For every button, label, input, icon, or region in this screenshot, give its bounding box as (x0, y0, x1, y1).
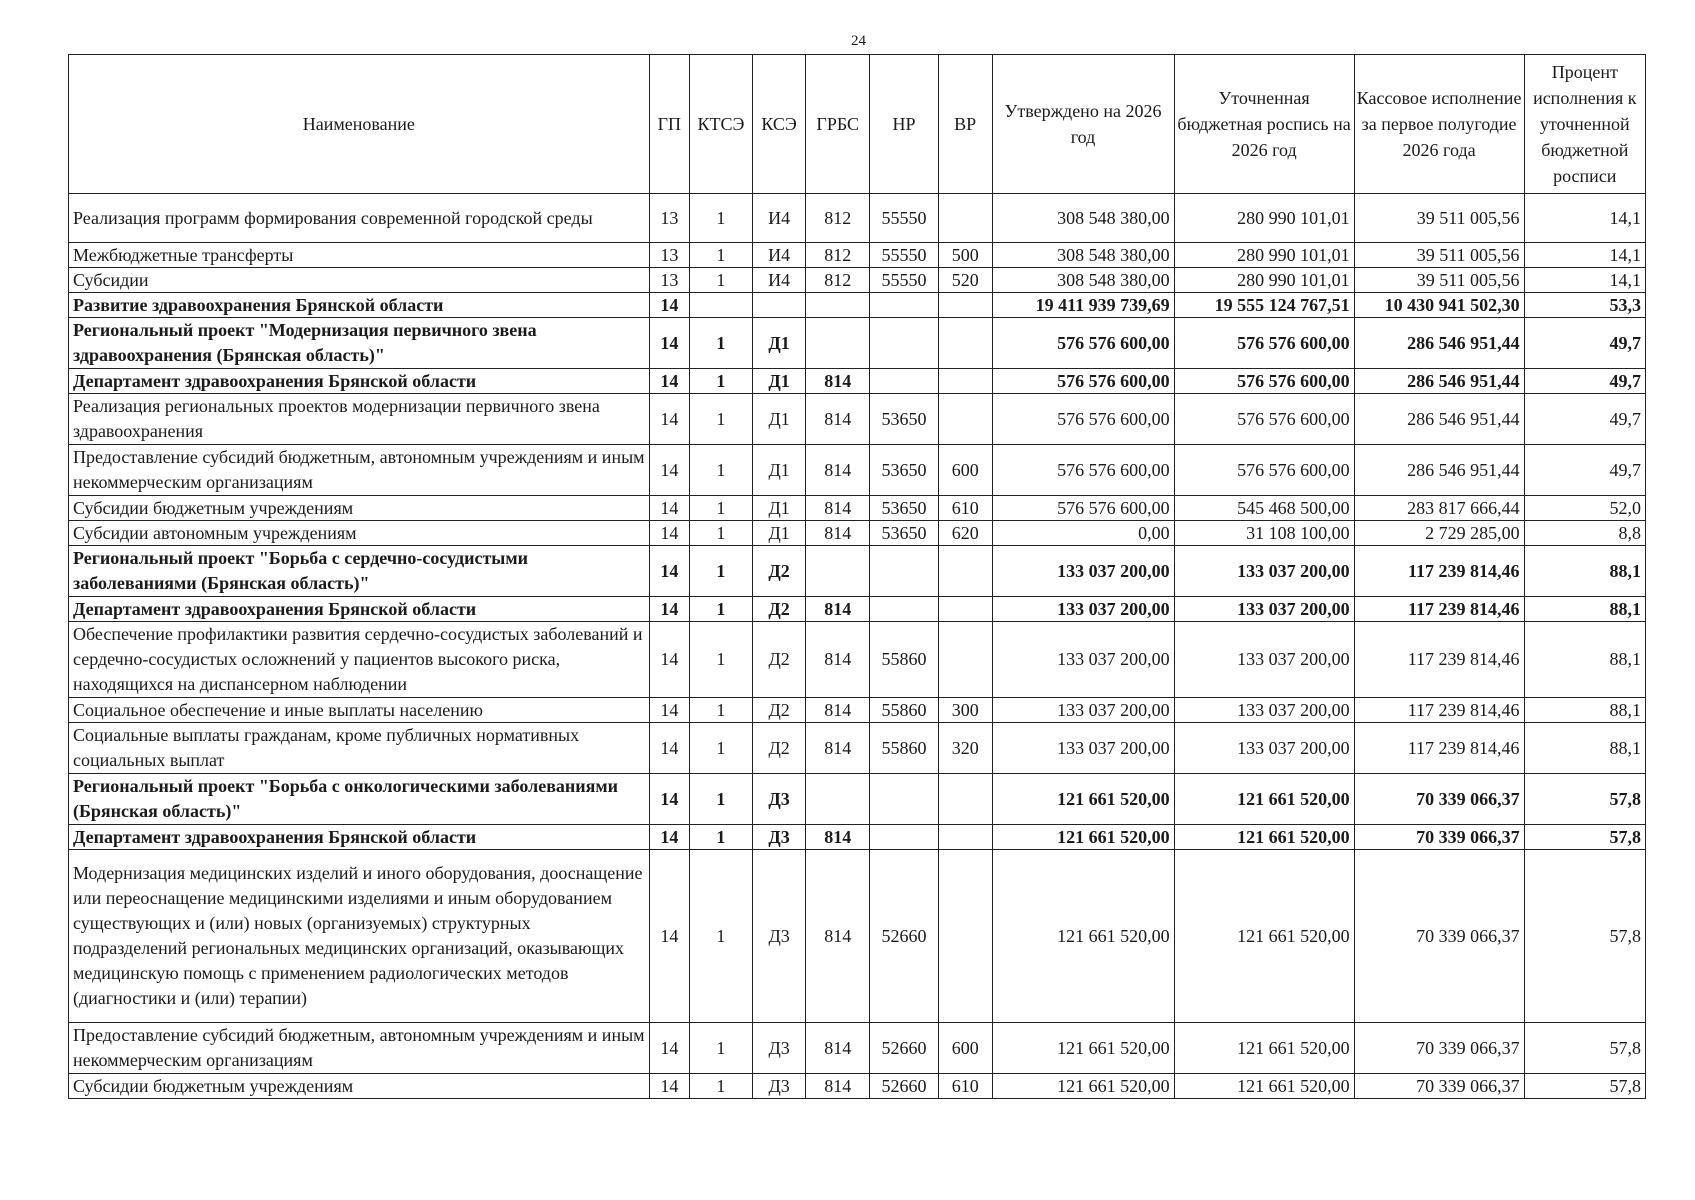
cell-percent: 14,1 (1524, 243, 1645, 268)
cell-vr (938, 318, 992, 369)
cell-name: Межбюджетные трансферты (69, 243, 650, 268)
cell-kse: Д2 (752, 546, 806, 597)
table-row (69, 369, 1646, 394)
cell-name: Модернизация медицинских изделий и иного оборудования, дооснащение или переоснащение медицинскими изделиями и иным оборудованием существующих и (или) новых (организуемых) структурных подразделений региональных медицинских организаций, оказывающих медицинскую помощь с применением радиологических методов (диагностики и (или) терапии) (69, 850, 650, 1023)
cell-approved: 133 037 200,00 (992, 698, 1174, 723)
cell-cash: 70 339 066,37 (1354, 1074, 1524, 1099)
cell-ktse: 1 (690, 597, 753, 622)
cell-nr: 53650 (870, 394, 939, 445)
table-row (69, 243, 1646, 268)
cell-grbs: 812 (806, 243, 870, 268)
cell-gp: 14 (649, 521, 689, 546)
cell-vr: 600 (938, 445, 992, 496)
header-approved: Утверждено на 2026 год (992, 55, 1174, 194)
cell-cash: 39 511 005,56 (1354, 194, 1524, 243)
cell-name: Субсидии бюджетным учреждениям (69, 496, 650, 521)
cell-percent: 57,8 (1524, 850, 1645, 1023)
cell-approved: 133 037 200,00 (992, 622, 1174, 698)
cell-percent: 49,7 (1524, 369, 1645, 394)
cell-name: Региональный проект "Борьба с онкологическими заболеваниями (Брянская область)" (69, 774, 650, 825)
cell-ktse: 1 (690, 243, 753, 268)
table-row (69, 521, 1646, 546)
cell-vr: 520 (938, 268, 992, 293)
header-vr: ВР (938, 55, 992, 194)
cell-kse: Д1 (752, 496, 806, 521)
cell-cash: 70 339 066,37 (1354, 774, 1524, 825)
cell-approved: 121 661 520,00 (992, 850, 1174, 1023)
table-row (69, 850, 1646, 1023)
cell-vr (938, 394, 992, 445)
cell-percent: 88,1 (1524, 723, 1645, 774)
cell-ktse: 1 (690, 369, 753, 394)
cell-refined: 133 037 200,00 (1174, 546, 1354, 597)
cell-percent: 88,1 (1524, 622, 1645, 698)
header-nr: НР (870, 55, 939, 194)
cell-approved: 576 576 600,00 (992, 496, 1174, 521)
cell-grbs: 814 (806, 825, 870, 850)
cell-percent: 57,8 (1524, 1023, 1645, 1074)
cell-nr: 55550 (870, 268, 939, 293)
cell-cash: 286 546 951,44 (1354, 369, 1524, 394)
cell-vr: 300 (938, 698, 992, 723)
cell-cash: 2 729 285,00 (1354, 521, 1524, 546)
cell-kse: Д3 (752, 825, 806, 850)
cell-approved: 576 576 600,00 (992, 369, 1174, 394)
cell-percent: 49,7 (1524, 394, 1645, 445)
cell-refined: 133 037 200,00 (1174, 698, 1354, 723)
cell-grbs: 814 (806, 521, 870, 546)
cell-gp: 14 (649, 445, 689, 496)
cell-name: Социальные выплаты гражданам, кроме публичных нормативных социальных выплат (69, 723, 650, 774)
cell-gp: 14 (649, 546, 689, 597)
cell-grbs: 814 (806, 723, 870, 774)
cell-approved: 308 548 380,00 (992, 268, 1174, 293)
cell-nr: 55550 (870, 194, 939, 243)
cell-nr: 55860 (870, 723, 939, 774)
cell-nr: 52660 (870, 1023, 939, 1074)
cell-cash: 117 239 814,46 (1354, 698, 1524, 723)
table-row (69, 268, 1646, 293)
cell-refined: 545 468 500,00 (1174, 496, 1354, 521)
cell-kse: И4 (752, 243, 806, 268)
cell-cash: 70 339 066,37 (1354, 850, 1524, 1023)
cell-approved: 0,00 (992, 521, 1174, 546)
header-kse: КСЭ (752, 55, 806, 194)
cell-refined: 133 037 200,00 (1174, 597, 1354, 622)
cell-name: Реализация программ формирования современной городской среды (69, 194, 650, 243)
cell-refined: 31 108 100,00 (1174, 521, 1354, 546)
cell-kse: Д3 (752, 774, 806, 825)
cell-ktse (690, 293, 753, 318)
cell-cash: 286 546 951,44 (1354, 445, 1524, 496)
cell-refined: 121 661 520,00 (1174, 1023, 1354, 1074)
cell-kse: Д2 (752, 698, 806, 723)
cell-percent: 57,8 (1524, 774, 1645, 825)
cell-refined: 280 990 101,01 (1174, 268, 1354, 293)
cell-grbs (806, 293, 870, 318)
header-gp: ГП (649, 55, 689, 194)
cell-gp: 14 (649, 825, 689, 850)
cell-grbs: 814 (806, 369, 870, 394)
cell-name: Реализация региональных проектов модернизации первичного звена здравоохранения (69, 394, 650, 445)
cell-refined: 576 576 600,00 (1174, 369, 1354, 394)
header-percent: Процент исполнения к уточненной бюджетной росписи (1524, 55, 1645, 194)
cell-cash: 283 817 666,44 (1354, 496, 1524, 521)
cell-gp: 14 (649, 1074, 689, 1099)
cell-grbs (806, 546, 870, 597)
cell-vr: 620 (938, 521, 992, 546)
cell-cash: 70 339 066,37 (1354, 825, 1524, 850)
cell-refined: 121 661 520,00 (1174, 825, 1354, 850)
cell-name: Департамент здравоохранения Брянской области (69, 825, 650, 850)
cell-vr: 320 (938, 723, 992, 774)
cell-refined: 19 555 124 767,51 (1174, 293, 1354, 318)
table-row (69, 546, 1646, 597)
budget-execution-table (68, 54, 1646, 1099)
cell-approved: 133 037 200,00 (992, 723, 1174, 774)
cell-kse: Д2 (752, 597, 806, 622)
cell-refined: 121 661 520,00 (1174, 774, 1354, 825)
cell-percent: 57,8 (1524, 825, 1645, 850)
cell-approved: 133 037 200,00 (992, 597, 1174, 622)
cell-gp: 13 (649, 268, 689, 293)
cell-cash: 10 430 941 502,30 (1354, 293, 1524, 318)
cell-kse: Д3 (752, 1023, 806, 1074)
cell-gp: 14 (649, 622, 689, 698)
cell-grbs: 814 (806, 445, 870, 496)
cell-nr: 52660 (870, 850, 939, 1023)
cell-ktse: 1 (690, 1023, 753, 1074)
cell-kse: Д1 (752, 394, 806, 445)
cell-vr (938, 622, 992, 698)
cell-nr: 55550 (870, 243, 939, 268)
table-row (69, 597, 1646, 622)
cell-name: Социальное обеспечение и иные выплаты населению (69, 698, 650, 723)
page-number: 24 (851, 33, 866, 49)
cell-ktse: 1 (690, 496, 753, 521)
cell-vr (938, 194, 992, 243)
cell-grbs (806, 774, 870, 825)
cell-ktse: 1 (690, 546, 753, 597)
cell-vr (938, 293, 992, 318)
cell-cash: 117 239 814,46 (1354, 723, 1524, 774)
cell-approved: 576 576 600,00 (992, 445, 1174, 496)
cell-percent: 88,1 (1524, 546, 1645, 597)
cell-grbs: 814 (806, 1023, 870, 1074)
table-row (69, 698, 1646, 723)
cell-name: Предоставление субсидий бюджетным, автономным учреждениям и иным некоммерческим организациям (69, 445, 650, 496)
cell-percent: 49,7 (1524, 318, 1645, 369)
cell-grbs: 814 (806, 597, 870, 622)
cell-grbs: 814 (806, 850, 870, 1023)
cell-name: Региональный проект "Борьба с сердечно-сосудистыми заболеваниями (Брянская область)" (69, 546, 650, 597)
cell-nr (870, 825, 939, 850)
cell-grbs: 814 (806, 622, 870, 698)
cell-gp: 14 (649, 850, 689, 1023)
cell-vr (938, 369, 992, 394)
cell-refined: 121 661 520,00 (1174, 850, 1354, 1023)
cell-ktse: 1 (690, 194, 753, 243)
table-row (69, 293, 1646, 318)
cell-nr (870, 369, 939, 394)
cell-gp: 14 (649, 496, 689, 521)
cell-kse: И4 (752, 194, 806, 243)
cell-refined: 576 576 600,00 (1174, 318, 1354, 369)
cell-kse: Д3 (752, 850, 806, 1023)
cell-kse: Д1 (752, 369, 806, 394)
cell-vr (938, 850, 992, 1023)
header-name: Наименование (69, 55, 650, 194)
header-ktse: КТСЭ (690, 55, 753, 194)
cell-gp: 14 (649, 318, 689, 369)
cell-ktse: 1 (690, 723, 753, 774)
cell-cash: 117 239 814,46 (1354, 597, 1524, 622)
cell-percent: 57,8 (1524, 1074, 1645, 1099)
cell-vr (938, 774, 992, 825)
cell-kse: Д2 (752, 723, 806, 774)
cell-vr: 610 (938, 496, 992, 521)
cell-name: Субсидии автономным учреждениям (69, 521, 650, 546)
cell-grbs: 814 (806, 698, 870, 723)
cell-nr: 53650 (870, 521, 939, 546)
cell-refined: 121 661 520,00 (1174, 1074, 1354, 1099)
cell-name: Обеспечение профилактики развития сердечно-сосудистых заболеваний и сердечно-сосудистых осложнений у пациентов высокого риска, находящихся на диспансерном наблюдении (69, 622, 650, 698)
cell-ktse: 1 (690, 318, 753, 369)
cell-cash: 39 511 005,56 (1354, 268, 1524, 293)
cell-vr (938, 546, 992, 597)
cell-nr (870, 546, 939, 597)
cell-grbs: 812 (806, 268, 870, 293)
cell-approved: 308 548 380,00 (992, 194, 1174, 243)
cell-percent: 88,1 (1524, 698, 1645, 723)
cell-name: Развитие здравоохранения Брянской области (69, 293, 650, 318)
cell-vr: 600 (938, 1023, 992, 1074)
cell-name: Субсидии (69, 268, 650, 293)
header-grbs: ГРБС (806, 55, 870, 194)
cell-approved: 576 576 600,00 (992, 394, 1174, 445)
cell-nr (870, 293, 939, 318)
cell-refined: 133 037 200,00 (1174, 723, 1354, 774)
cell-name: Региональный проект "Модернизация первичного звена здравоохранения (Брянская область)" (69, 318, 650, 369)
cell-vr (938, 825, 992, 850)
cell-cash: 117 239 814,46 (1354, 546, 1524, 597)
cell-ktse: 1 (690, 1074, 753, 1099)
table-row (69, 394, 1646, 445)
cell-vr: 610 (938, 1074, 992, 1099)
cell-gp: 13 (649, 194, 689, 243)
cell-percent: 14,1 (1524, 268, 1645, 293)
cell-ktse: 1 (690, 825, 753, 850)
cell-grbs: 814 (806, 394, 870, 445)
cell-refined: 280 990 101,01 (1174, 194, 1354, 243)
cell-approved: 121 661 520,00 (992, 825, 1174, 850)
cell-grbs: 812 (806, 194, 870, 243)
cell-approved: 121 661 520,00 (992, 774, 1174, 825)
cell-kse (752, 293, 806, 318)
cell-nr (870, 774, 939, 825)
cell-ktse: 1 (690, 774, 753, 825)
table-row (69, 1074, 1646, 1099)
cell-nr (870, 597, 939, 622)
cell-nr: 52660 (870, 1074, 939, 1099)
table-row (69, 723, 1646, 774)
cell-grbs: 814 (806, 1074, 870, 1099)
cell-percent: 8,8 (1524, 521, 1645, 546)
cell-approved: 121 661 520,00 (992, 1023, 1174, 1074)
cell-kse: И4 (752, 268, 806, 293)
cell-ktse: 1 (690, 268, 753, 293)
cell-nr (870, 318, 939, 369)
cell-name: Департамент здравоохранения Брянской области (69, 369, 650, 394)
cell-name: Предоставление субсидий бюджетным, автономным учреждениям и иным некоммерческим организациям (69, 1023, 650, 1074)
cell-percent: 88,1 (1524, 597, 1645, 622)
cell-cash: 117 239 814,46 (1354, 622, 1524, 698)
table-row (69, 1023, 1646, 1074)
cell-percent: 52,0 (1524, 496, 1645, 521)
header-refined: Уточненная бюджетная роспись на 2026 год (1174, 55, 1354, 194)
cell-ktse: 1 (690, 445, 753, 496)
cell-gp: 13 (649, 243, 689, 268)
cell-gp: 14 (649, 774, 689, 825)
cell-vr (938, 597, 992, 622)
cell-refined: 280 990 101,01 (1174, 243, 1354, 268)
cell-gp: 14 (649, 369, 689, 394)
cell-approved: 121 661 520,00 (992, 1074, 1174, 1099)
cell-refined: 576 576 600,00 (1174, 445, 1354, 496)
cell-nr: 55860 (870, 698, 939, 723)
cell-cash: 286 546 951,44 (1354, 318, 1524, 369)
cell-percent: 49,7 (1524, 445, 1645, 496)
cell-cash: 70 339 066,37 (1354, 1023, 1524, 1074)
table-row (69, 622, 1646, 698)
cell-ktse: 1 (690, 698, 753, 723)
cell-ktse: 1 (690, 850, 753, 1023)
cell-gp: 14 (649, 293, 689, 318)
cell-refined: 576 576 600,00 (1174, 394, 1354, 445)
cell-ktse: 1 (690, 394, 753, 445)
cell-grbs: 814 (806, 496, 870, 521)
cell-cash: 39 511 005,56 (1354, 243, 1524, 268)
table-row (69, 825, 1646, 850)
cell-approved: 308 548 380,00 (992, 243, 1174, 268)
cell-approved: 576 576 600,00 (992, 318, 1174, 369)
cell-percent: 14,1 (1524, 194, 1645, 243)
cell-approved: 133 037 200,00 (992, 546, 1174, 597)
cell-gp: 14 (649, 597, 689, 622)
cell-ktse: 1 (690, 622, 753, 698)
cell-gp: 14 (649, 394, 689, 445)
header-cash: Кассовое исполнение за первое полугодие 2026 года (1354, 55, 1524, 194)
table-row (69, 318, 1646, 369)
cell-cash: 286 546 951,44 (1354, 394, 1524, 445)
table-header-row (69, 55, 1646, 194)
cell-gp: 14 (649, 723, 689, 774)
cell-gp: 14 (649, 1023, 689, 1074)
table-row (69, 445, 1646, 496)
cell-kse: Д3 (752, 1074, 806, 1099)
cell-name: Департамент здравоохранения Брянской области (69, 597, 650, 622)
cell-percent: 53,3 (1524, 293, 1645, 318)
table-row (69, 496, 1646, 521)
cell-refined: 133 037 200,00 (1174, 622, 1354, 698)
cell-gp: 14 (649, 698, 689, 723)
table-row (69, 194, 1646, 243)
cell-grbs (806, 318, 870, 369)
cell-kse: Д2 (752, 622, 806, 698)
cell-kse: Д1 (752, 445, 806, 496)
cell-kse: Д1 (752, 521, 806, 546)
cell-nr: 53650 (870, 496, 939, 521)
cell-vr: 500 (938, 243, 992, 268)
cell-nr: 53650 (870, 445, 939, 496)
cell-ktse: 1 (690, 521, 753, 546)
cell-kse: Д1 (752, 318, 806, 369)
table-row (69, 774, 1646, 825)
cell-approved: 19 411 939 739,69 (992, 293, 1174, 318)
cell-nr: 55860 (870, 622, 939, 698)
cell-name: Субсидии бюджетным учреждениям (69, 1074, 650, 1099)
